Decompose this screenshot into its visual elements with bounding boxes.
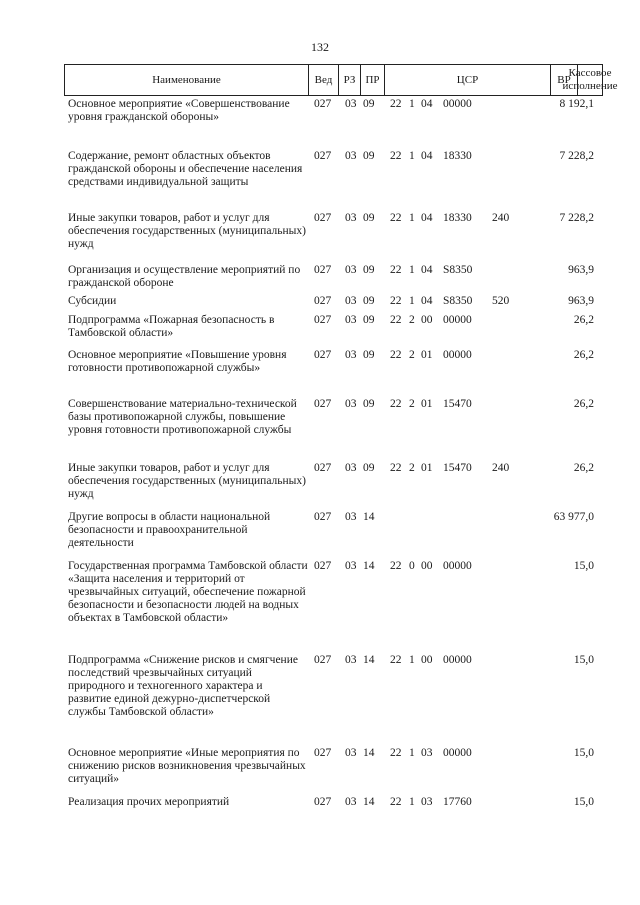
- row-rz: 03: [345, 462, 357, 474]
- row-sum: 26,2: [573, 398, 594, 410]
- row-vr: 240: [492, 462, 510, 474]
- row-sum: 26,2: [573, 314, 594, 326]
- row-csr-measure: 00: [421, 654, 433, 666]
- row-csr-measure: 00: [421, 314, 433, 326]
- row-ved: 027: [314, 349, 332, 361]
- row-rz: 03: [345, 98, 357, 110]
- row-ved: 027: [314, 654, 332, 666]
- row-csr-subprogram: 2: [409, 398, 415, 410]
- row-rz: 03: [345, 560, 357, 572]
- row-name: Государственная программа Тамбовской области «Защита населения и территорий от чрезвычайных ситуаций, обеспечение пожарной безопасности и безопасности людей на водных объектах в Тамбовской области»: [68, 560, 308, 624]
- row-csr-measure: 03: [421, 747, 433, 759]
- row-ved: 027: [314, 796, 332, 808]
- row-csr-subprogram: 1: [409, 295, 415, 307]
- row-csr-direction: 15470: [443, 462, 472, 474]
- row-csr-subprogram: 1: [409, 654, 415, 666]
- row-ved: 027: [314, 314, 332, 326]
- row-name: Реализация прочих мероприятий: [68, 796, 230, 808]
- row-pr: 09: [363, 264, 375, 276]
- header-name: Наименование: [65, 65, 309, 95]
- row-csr-direction: 00000: [443, 349, 472, 361]
- row-name: Подпрограмма «Снижение рисков и смягчение последствий чрезвычайных ситуаций природного и техногенного характера и развитие единой дежурно-диспетчерской службы Тамбовской области»: [68, 654, 298, 718]
- row-csr-direction: 17760: [443, 796, 472, 808]
- row-csr-measure: 01: [421, 349, 433, 361]
- header-vr: ВР: [551, 65, 578, 95]
- row-csr-program: 22: [390, 150, 402, 162]
- row-pr: 14: [363, 560, 375, 572]
- row-csr-measure: 03: [421, 796, 433, 808]
- row-vr: 520: [492, 295, 510, 307]
- row-csr-direction: 00000: [443, 747, 472, 759]
- row-rz: 03: [345, 398, 357, 410]
- row-csr-subprogram: 1: [409, 747, 415, 759]
- row-pr: 09: [363, 98, 375, 110]
- row-csr-subprogram: 1: [409, 212, 415, 224]
- row-ved: 027: [314, 295, 332, 307]
- row-csr-direction: 00000: [443, 654, 472, 666]
- row-name: Основное мероприятие «Совершенствование уровня гражданской обороны»: [68, 98, 290, 123]
- row-name: Иные закупки товаров, работ и услуг для обеспечения государственных (муниципальных) нужд: [68, 462, 306, 500]
- row-rz: 03: [345, 349, 357, 361]
- row-sum: 63 977,0: [553, 511, 594, 523]
- row-csr-program: 22: [390, 796, 402, 808]
- row-name: Организация и осуществление мероприятий по гражданской обороне: [68, 264, 301, 289]
- row-csr-direction: S8350: [443, 295, 473, 307]
- row-ved: 027: [314, 98, 332, 110]
- row-pr: 09: [363, 349, 375, 361]
- row-rz: 03: [345, 314, 357, 326]
- row-rz: 03: [345, 295, 357, 307]
- row-pr: 09: [363, 295, 375, 307]
- row-sum: 15,0: [573, 747, 594, 759]
- row-csr-program: 22: [390, 747, 402, 759]
- header-ved: Вед: [309, 65, 339, 95]
- row-sum: 7 228,2: [559, 212, 594, 224]
- row-rz: 03: [345, 654, 357, 666]
- row-csr-direction: S8350: [443, 264, 473, 276]
- row-pr: 09: [363, 150, 375, 162]
- row-name: Совершенствование материально-технической базы противопожарной службы, повышение уровня готовности противопожарной службы: [68, 398, 297, 436]
- row-csr-subprogram: 1: [409, 264, 415, 276]
- row-csr-direction: 00000: [443, 314, 472, 326]
- row-pr: 09: [363, 212, 375, 224]
- row-csr-program: 22: [390, 314, 402, 326]
- row-sum: 15,0: [573, 796, 594, 808]
- row-pr: 14: [363, 796, 375, 808]
- header-kass: Кассовое исполнение: [562, 67, 618, 92]
- row-sum: 26,2: [573, 349, 594, 361]
- row-vr: 240: [492, 212, 510, 224]
- row-csr-direction: 15470: [443, 398, 472, 410]
- table-header: [64, 64, 618, 96]
- row-csr-subprogram: 1: [409, 150, 415, 162]
- row-csr-measure: 04: [421, 98, 433, 110]
- row-pr: 09: [363, 462, 375, 474]
- row-csr-program: 22: [390, 349, 402, 361]
- row-name: Содержание, ремонт областных объектов гражданской обороны и обеспечение населения средствами индивидуальной защиты: [68, 150, 303, 188]
- row-ved: 027: [314, 212, 332, 224]
- row-name: Другие вопросы в области национальной безопасности и правоохранительной деятельности: [68, 511, 271, 549]
- row-sum: 963,9: [568, 264, 594, 276]
- row-csr-program: 22: [390, 654, 402, 666]
- row-pr: 09: [363, 314, 375, 326]
- row-rz: 03: [345, 511, 357, 523]
- page-number: 132: [311, 40, 329, 54]
- row-ved: 027: [314, 511, 332, 523]
- row-ved: 027: [314, 150, 332, 162]
- row-csr-program: 22: [390, 212, 402, 224]
- row-pr: 09: [363, 398, 375, 410]
- row-csr-subprogram: 2: [409, 349, 415, 361]
- row-csr-measure: 00: [421, 560, 433, 572]
- row-csr-direction: 00000: [443, 98, 472, 110]
- row-csr-direction: 18330: [443, 212, 472, 224]
- row-sum: 15,0: [573, 560, 594, 572]
- row-csr-measure: 04: [421, 264, 433, 276]
- row-name: Основное мероприятие «Повышение уровня готовности противопожарной службы»: [68, 349, 287, 374]
- row-ved: 027: [314, 398, 332, 410]
- row-csr-measure: 04: [421, 212, 433, 224]
- row-name: Иные закупки товаров, работ и услуг для обеспечения государственных (муниципальных) нужд: [68, 212, 306, 250]
- row-csr-measure: 04: [421, 150, 433, 162]
- header-rz: РЗ: [339, 65, 361, 95]
- row-sum: 963,9: [568, 295, 594, 307]
- header-pr: ПР: [361, 65, 385, 95]
- row-sum: 7 228,2: [559, 150, 594, 162]
- row-sum: 8 192,1: [559, 98, 594, 110]
- row-ved: 027: [314, 264, 332, 276]
- row-name: Основное мероприятие «Иные мероприятия по снижению рисков возникновения чрезвычайных ситуаций»: [68, 747, 306, 785]
- row-csr-program: 22: [390, 98, 402, 110]
- row-pr: 14: [363, 747, 375, 759]
- row-csr-measure: 04: [421, 295, 433, 307]
- row-csr-direction: 18330: [443, 150, 472, 162]
- row-name: Субсидии: [68, 295, 117, 307]
- row-rz: 03: [345, 796, 357, 808]
- row-csr-program: 22: [390, 560, 402, 572]
- row-csr-measure: 01: [421, 462, 433, 474]
- row-csr-subprogram: 0: [409, 560, 415, 572]
- row-pr: 14: [363, 654, 375, 666]
- row-csr-subprogram: 1: [409, 98, 415, 110]
- row-csr-program: 22: [390, 462, 402, 474]
- row-rz: 03: [345, 747, 357, 759]
- row-pr: 14: [363, 511, 375, 523]
- row-ved: 027: [314, 560, 332, 572]
- row-rz: 03: [345, 150, 357, 162]
- row-rz: 03: [345, 264, 357, 276]
- row-ved: 027: [314, 462, 332, 474]
- header-csr: ЦСР: [385, 65, 551, 95]
- row-rz: 03: [345, 212, 357, 224]
- row-sum: 15,0: [573, 654, 594, 666]
- row-csr-program: 22: [390, 264, 402, 276]
- row-csr-program: 22: [390, 295, 402, 307]
- row-csr-subprogram: 2: [409, 462, 415, 474]
- row-csr-direction: 00000: [443, 560, 472, 572]
- row-csr-measure: 01: [421, 398, 433, 410]
- row-csr-program: 22: [390, 398, 402, 410]
- row-name: Подпрограмма «Пожарная безопасность в Тамбовской области»: [68, 314, 275, 339]
- row-ved: 027: [314, 747, 332, 759]
- row-sum: 26,2: [573, 462, 594, 474]
- row-csr-subprogram: 2: [409, 314, 415, 326]
- row-csr-subprogram: 1: [409, 796, 415, 808]
